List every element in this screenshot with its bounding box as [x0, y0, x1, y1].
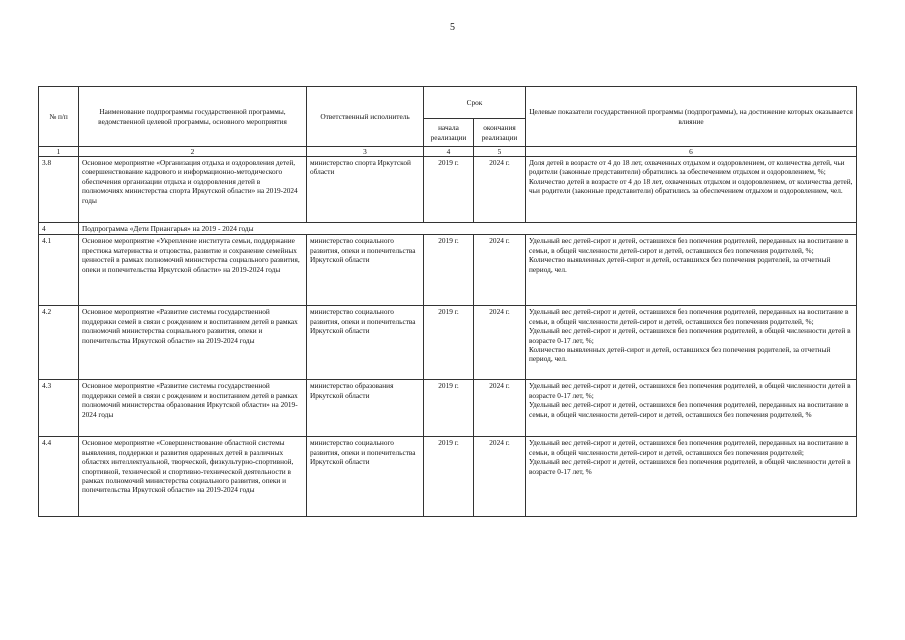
subprogram-title: Подпрограмма «Дети Приангарья» на 2019 - 2024 годы — [79, 223, 857, 235]
column-number: 1 — [39, 147, 79, 157]
indicator-line: Удельный вес детей-сирот и детей, оставшихся без попечения родителей, в общей численности детей в возрасте 0-17 лет, %; — [529, 326, 851, 345]
end-year: 2024 г. — [474, 235, 526, 306]
start-year: 2019 г. — [424, 380, 474, 437]
indicator-line: Удельный вес детей-сирот и детей, оставшихся без попечения родителей, переданных на воспитание в семьи, в общей численности детей-сирот и детей, оставшихся без попечения родителей, % — [529, 400, 849, 419]
end-year: 2024 г. — [474, 306, 526, 380]
indicator-line: Удельный вес детей-сирот и детей, оставшихся без попечения родителей, в общей численности детей в возрасте 0-17 лет, % — [529, 457, 851, 476]
header-name: Наименование подпрограммы государственной программы, ведомственной целевой программы, основного мероприятия — [79, 87, 307, 147]
subprogram-row — [39, 223, 857, 235]
executor: министерство спорта Иркутской области — [307, 157, 424, 223]
header-start: начала реализации — [424, 119, 474, 147]
executor: министерство социального развития, опеки и попечительства Иркутской области — [307, 437, 424, 517]
indicator-line: Удельный вес детей-сирот и детей, оставшихся без попечения родителей, в общей численности детей в возрасте 0-17 лет, %; — [529, 381, 851, 400]
subprogram-number: 4 — [39, 223, 79, 235]
row-number: 4.4 — [39, 437, 79, 517]
event-name: Основное мероприятие «Развитие системы государственной поддержки семей в связи с рождением и воспитанием детей в рамках полномочий министерства образования Иркутской области» на 2019-2024 годы — [79, 380, 307, 437]
page-number: 5 — [450, 22, 455, 33]
indicators — [526, 235, 857, 306]
column-number: 3 — [307, 147, 424, 157]
program-table — [38, 86, 857, 517]
column-number: 5 — [474, 147, 526, 157]
event-name: Основное мероприятие «Развитие системы государственной поддержки семей в связи с рождением и воспитанием детей в рамках полномочий министерства социального развития, опеки и попечительства Иркутской области» на 2019-2024 годы — [79, 306, 307, 380]
header-term: Срок — [424, 87, 526, 119]
end-year: 2024 г. — [474, 380, 526, 437]
table-row — [39, 380, 857, 437]
header-no: № п/п — [39, 87, 79, 147]
end-year: 2024 г. — [474, 157, 526, 223]
executor: министерство социального развития, опеки и попечительства Иркутской области — [307, 235, 424, 306]
row-number: 4.2 — [39, 306, 79, 380]
indicator-line: Количество детей в возрасте от 4 до 18 лет, охваченных отдыхом и оздоровлением, от количества детей, чьи родители (законные представители) обратились за обеспечением отдыхом и оздоровлением, чел. — [529, 176, 853, 196]
table-row — [39, 235, 857, 306]
indicator-line: Удельный вес детей-сирот и детей, оставшихся без попечения родителей, переданных на воспитание в семьи, в общей численности детей-сирот и детей, оставшихся без попечения родителей, %; — [529, 236, 849, 255]
start-year: 2019 г. — [424, 437, 474, 517]
indicators — [526, 437, 857, 517]
header-indicators: Целевые показатели государственной программы (подпрограммы), на достижение которых оказывается влияние — [526, 87, 857, 147]
row-number: 4.1 — [39, 235, 79, 306]
row-number: 3.8 — [39, 157, 79, 223]
column-number: 4 — [424, 147, 474, 157]
table-row — [39, 306, 857, 380]
column-number: 6 — [526, 147, 857, 157]
table-row — [39, 157, 857, 223]
start-year: 2019 г. — [424, 235, 474, 306]
header-executor: Ответственный исполнитель — [307, 87, 424, 147]
start-year: 2019 г. — [424, 157, 474, 223]
column-number-row — [39, 147, 857, 157]
indicator-line: Количество выявленных детей-сирот и детей, оставшихся без попечения родителей, за отчетный период, чел. — [529, 345, 831, 364]
event-name: Основное мероприятие «Организация отдыха и оздоровления детей, совершенствование кадрового и информационно-методического обеспечения организации отдыха и оздоровления детей в полномочиях министерства спорта Иркутской области» на 2019-2024 годы — [79, 157, 307, 223]
end-year: 2024 г. — [474, 437, 526, 517]
indicator-line: Удельный вес детей-сирот и детей, оставшихся без попечения родителей, переданных на воспитание в семьи, в общей численности детей-сирот и детей, оставшихся без попечения родителей; — [529, 438, 849, 457]
table-row — [39, 437, 857, 517]
indicator-line: Удельный вес детей-сирот и детей, оставшихся без попечения родителей, переданных на воспитание в семьи, в общей численности детей-сирот и детей, оставшихся без попечения родителей, %; — [529, 307, 849, 326]
executor: министерство социального развития, опеки и попечительства Иркутской области — [307, 306, 424, 380]
event-name: Основное мероприятие «Укрепление института семьи, поддержание престижа материнства и отцовства, развитие и сохранение семейных ценностей в рамках полномочий министерства социального развития, опеки и попечительства Иркутской области» на 2019-2024 годы — [79, 235, 307, 306]
indicators — [526, 380, 857, 437]
column-number: 2 — [79, 147, 307, 157]
header-end: окончания реализации — [474, 119, 526, 147]
indicators — [526, 306, 857, 380]
indicator-line: Доля детей в возрасте от 4 до 18 лет, охваченных отдыхом и оздоровлением, от количества детей, чьи родители (законные представители) обратились за обеспечением отдыхом и оздоровлением, %; — [529, 158, 845, 177]
event-name: Основное мероприятие «Совершенствование областной системы выявления, поддержки и развития одаренных детей в различных областях интеллектуальной, творческой, физкультурно-спортивной, спортивной, технической и спортивно-технической деятельности в рамках полномочий министерства социального развития, опеки и попечительства Иркутской области» на 2019-2024 годы — [79, 437, 307, 517]
executor: министерство образования Иркутской области — [307, 380, 424, 437]
row-number: 4.3 — [39, 380, 79, 437]
indicator-line: Количество выявленных детей-сирот и детей, оставшихся без попечения родителей, за отчетный период, чел. — [529, 255, 831, 274]
start-year: 2019 г. — [424, 306, 474, 380]
indicators — [526, 157, 857, 223]
